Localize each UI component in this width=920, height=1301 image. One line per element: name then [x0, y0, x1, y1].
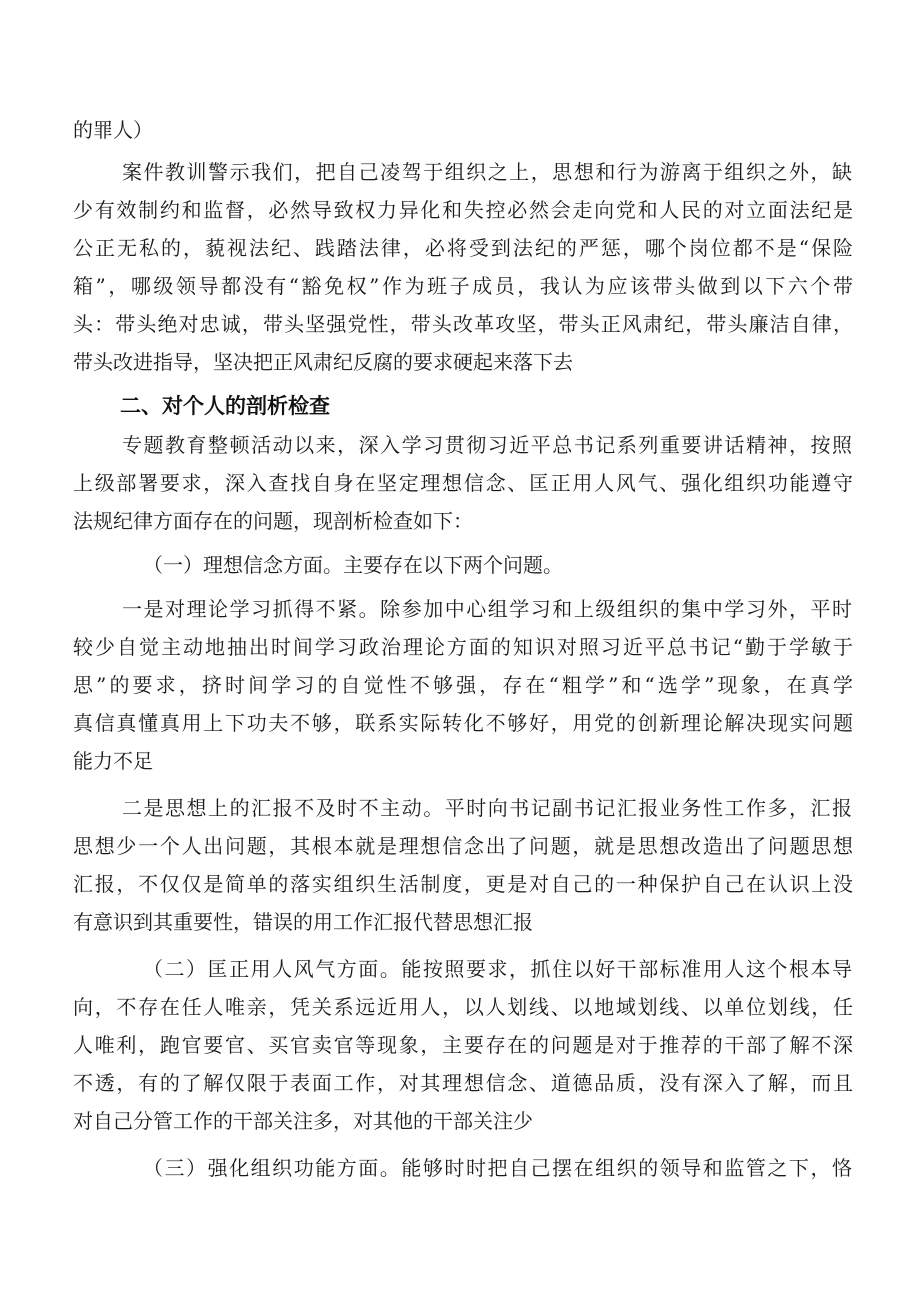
paragraph-line: （二）匡正用人风气方面。能按照要求，抓住以好干部标准用人这个根本导 — [143, 957, 852, 981]
paragraph-line: 箱”，哪级领导都没有“豁免权”作为班子成员，我认为应该带头做到以下六个带 — [73, 274, 853, 298]
paragraph-line: 专题教育整顿活动以来，深入学习贯彻习近平总书记系列重要讲话精神，按照 — [122, 433, 852, 457]
paragraph-line: 人唯利，跑官要官、买官卖官等现象，主要存在的问题是对于推荐的干部了解不深 — [73, 1033, 853, 1057]
paragraph-line: 思”的要求，挤时间学习的自觉性不够强，存在“粗学”和“选学”现象，在真学 — [73, 673, 853, 697]
paragraph-line: 一是对理论学习抓得不紧。除参加中心组学习和上级组织的集中学习外，平时 — [122, 597, 852, 621]
paragraph-line: 真信真懂真用上下功夫不够，联系实际转化不够好，用党的创新理论解决现实问题 — [73, 711, 853, 735]
paragraph-line: 思想少一个人出问题，其根本就是理想信念出了问题，就是思想改造出了问题思想 — [73, 834, 853, 858]
paragraph-line: 能力不足 — [73, 749, 153, 773]
paragraph-line: 少有效制约和监督，必然导致权力异化和失控必然会走向党和人民的对立面法纪是 — [73, 198, 853, 222]
paragraph-line: 对自己分管工作的干部关注多，对其他的干部关注少 — [73, 1109, 533, 1133]
text-line: 的罪人） — [73, 118, 153, 142]
paragraph-line: 案件教训警示我们，把自己凌驾于组织之上，思想和行为游离于组织之外，缺 — [122, 160, 852, 184]
paragraph-line: 不透，有的了解仅限于表面工作，对其理想信念、道德品质，没有深入了解，而且 — [73, 1071, 853, 1095]
paragraph-line: 带头改进指导，坚决把正风肃纪反腐的要求硬起来落下去 — [73, 350, 573, 374]
paragraph-line: （三）强化组织功能方面。能够时时把自己摆在组织的领导和监管之下，恪 — [143, 1156, 852, 1180]
paragraph-line: 头：带头绝对忠诚，带头坚强党性，带头改革攻坚，带头正风肃纪，带头廉洁自律， — [73, 312, 853, 336]
section-heading: 二、对个人的剖析检查 — [120, 394, 330, 418]
paragraph-line: 向，不存在任人唯亲，凭关系远近用人，以人划线、以地域划线、以单位划线，任 — [73, 995, 853, 1019]
paragraph-line: 二是思想上的汇报不及时不主动。平时向书记副书记汇报业务性工作多，汇报 — [122, 796, 852, 820]
paragraph-line: 上级部署要求，深入查找自身在坚定理想信念、匡正用人风气、强化组织功能遵守 — [73, 471, 853, 495]
paragraph-line: 较少自觉主动地抽出时间学习政治理论方面的知识对照习近平总书记“勤于学敏于 — [73, 635, 853, 659]
paragraph-line: 公正无私的，藐视法纪、践踏法律，必将受到法纪的严惩，哪个岗位都不是“保险 — [73, 236, 853, 260]
subsection-heading: （一）理想信念方面。主要存在以下两个问题。 — [143, 553, 563, 577]
paragraph-line: 汇报，不仅仅是简单的落实组织生活制度，更是对自己的一种保护自己在认识上没 — [73, 872, 853, 896]
paragraph-line: 法规纪律方面存在的问题，现剖析检查如下： — [73, 509, 473, 533]
paragraph-line: 有意识到其重要性，错误的用工作汇报代替思想汇报 — [73, 910, 533, 934]
